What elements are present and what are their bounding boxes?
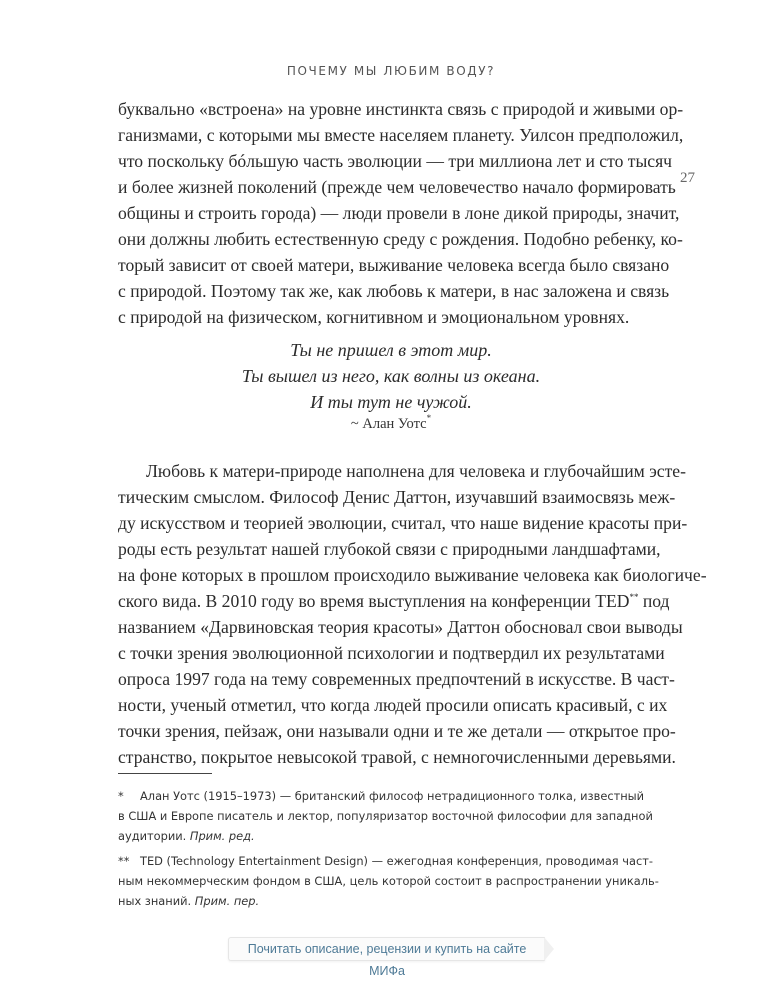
footnote-line	[118, 826, 598, 846]
footnote-marker: *	[426, 413, 432, 423]
text-line: торый зависит от своей матери, выживание человека всегда было связано	[118, 255, 670, 275]
footnote-line	[118, 851, 653, 871]
text-line: названием «Дарвиновская теория красоты» Даттон обосновал свои выводы	[118, 617, 683, 637]
footnote-marker: **	[118, 854, 130, 868]
text-line: с точки зрения эволюционной психологии и подтвердил их результатами	[118, 643, 665, 663]
text-line: они должны любить естественную среду с рождения. Подобно ребенку, ко-	[118, 229, 683, 249]
text-line: точки зрения, пейзаж, они называли одни и те же детали — открытое про-	[118, 721, 676, 741]
running-head: ПОЧЕМУ МЫ ЛЮБИМ ВОДУ?	[286, 64, 496, 78]
text-line: ганизмами, с которыми мы вместе населяем планету. Уилсон предположил,	[118, 125, 684, 145]
text-line: и более жизней поколений (прежде чем человечество начало формировать	[118, 177, 676, 197]
footnote-marker: **	[629, 592, 639, 602]
text-line: с природой на физическом, когнитивном и эмоциональном уровнях.	[118, 307, 630, 327]
text-line: Любовь к матери-природе наполнена для человека и глубочайшим эсте-	[146, 461, 686, 481]
text-segment: под	[638, 591, 670, 611]
text-line: что поскольку бóльшую часть эволюции — три миллиона лет и сто тысяч	[118, 151, 673, 171]
epigraph-line: И ты тут не чужой.	[310, 392, 472, 412]
text-line	[118, 588, 670, 614]
text-line: на фоне которых в прошлом происходило выживание человека как биологиче-	[118, 565, 707, 585]
text-line: ду искусством и теорией эволюции, считал, что наше видение красоты при-	[118, 513, 688, 533]
footnote-line	[118, 891, 598, 911]
text-line: роды есть результат нашей глубокой связи с природными ландшафтами,	[118, 539, 661, 559]
footnote-text: TED (Technology Entertainment Design) — ежегодная конференция, проводимая част-	[140, 854, 653, 868]
footnote-line: ным некоммерческим фондом в США, цель которой состоит в распространении уникаль-	[118, 874, 659, 888]
epigraph-line: Ты вышел из него, как волны из океана.	[241, 366, 541, 386]
arrow-right-icon	[544, 937, 554, 961]
epigraph-author	[0, 413, 782, 433]
text-line: тическим смыслом. Философ Денис Даттон, изучавший взаимосвязь меж-	[118, 487, 676, 507]
footnote-note: Прим. ред.	[189, 829, 255, 843]
epigraph-author-name: ~ Алан Уотс	[350, 416, 427, 432]
epigraph-line: Ты не пришел в этот мир.	[290, 340, 492, 360]
text-line: с природой. Поэтому так же, как любовь к матери, в нас заложена и связь	[118, 281, 670, 301]
text-line: ности, ученый отметил, что когда людей просили описать красивый, с их	[118, 695, 668, 715]
footnote-text: ных знаний.	[118, 894, 192, 908]
footnote-note: Прим. пер.	[194, 894, 260, 908]
buy-link-button[interactable]: Почитать описание, рецензии и купить на сайте МИФа	[228, 937, 545, 961]
text-segment: ского вида. В 2010 году во время выступления на конференции TED	[118, 591, 630, 611]
text-line: опроса 1997 года на тему современных предпочтений в искусстве. В част-	[118, 669, 675, 689]
footnote-text: аудитории.	[118, 829, 187, 843]
text-line: странство, покрытое невысокой травой, с немногочисленными деревьями.	[118, 747, 676, 767]
page-number: 27	[680, 170, 695, 186]
footnote-text: Алан Уотс (1915–1973) — британский философ нетрадиционного толка, известный	[140, 789, 645, 803]
footnote-divider	[118, 773, 212, 774]
footnote-marker: *	[118, 789, 124, 803]
text-line: буквально «встроена» на уровне инстинкта связь с природой и живыми ор-	[118, 99, 684, 119]
text-line: общины и строить города) — люди провели в лоне дикой природы, значит,	[118, 203, 680, 223]
footnote-line: в США и Европе писатель и лектор, популяризатор восточной философии для западной	[118, 809, 653, 823]
footnote-line	[118, 786, 645, 806]
